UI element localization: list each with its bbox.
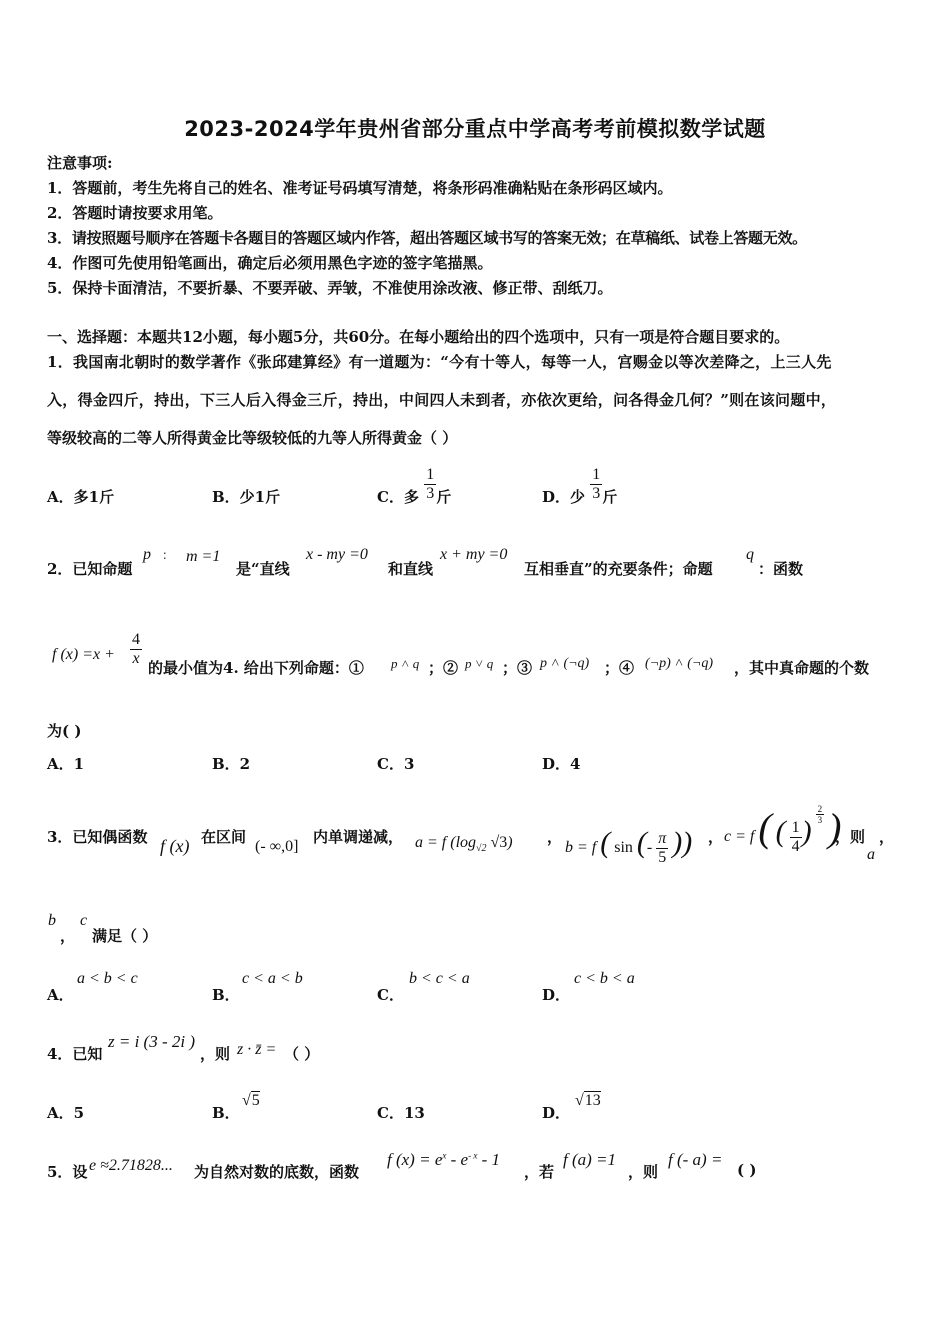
option-d[interactable] [542,465,618,507]
exponent-fraction [816,804,825,825]
math-paren: )) [672,826,693,859]
option-c[interactable]: C．13 [377,1104,425,1122]
math-text: c = f [724,828,755,845]
option-label: B． [212,986,240,1004]
notice-item: 2．答题时请按要求用笔。 [47,204,223,222]
option-c-expr: b < c < a [409,970,470,987]
question-2-text: 的最小值为4. 给出下列命题：① [148,659,364,677]
fraction [590,466,602,503]
question-2-text: ：函数 [758,560,804,578]
math-zz: z · z̄ = [237,1041,277,1058]
math-text: f (x) = e [387,1150,443,1169]
math-e-value: e ≈2.71828... [89,1157,173,1174]
denominator: 5 [658,848,667,866]
math-var-c: c [80,912,88,929]
numerator: 2 [817,804,823,814]
math-q: q [746,546,754,563]
unit: 斤 [602,488,618,506]
option-label: D．少 [542,488,586,506]
question-3-text: ， [708,828,724,846]
math-fraction [130,631,142,668]
question-5-text: ( ) [737,1161,757,1179]
option-a[interactable]: A．1 [47,755,85,773]
question-5-text: ，若 [524,1163,555,1181]
denominator: 3 [426,484,435,502]
math-paren: ( [758,805,772,850]
question-3-text: 满足（ ） [92,927,158,945]
notice-item: 1．答题前，考生先将自己的姓名、准考证号码填写清楚，将条形码准确粘贴在条形码区域内。 [47,179,673,197]
numerator: π [658,829,667,847]
option-c[interactable] [377,465,452,507]
math-paren: ) [828,805,842,850]
question-5-text: ，则 [628,1163,659,1181]
math-fa: f (a) =1 [563,1150,617,1169]
math-interval: (- ∞,0] [255,838,299,855]
denominator: x [132,650,140,667]
question-5-text: 为自然对数的底数，函数 [194,1163,360,1181]
math-fx: f (x) =x + [52,646,115,663]
option-c[interactable] [377,984,404,1005]
option-b[interactable] [212,984,240,1005]
fraction [656,830,668,867]
math-sqrt: √3 [490,834,508,851]
math-text: b = f [565,839,597,856]
question-2-prefix: 2．已知命题 [47,560,133,578]
math-paren: ( [636,826,647,859]
numerator: 1 [592,465,601,483]
option-d[interactable]: D．4 [542,755,581,773]
question-2-text: 是“直线 [236,560,290,578]
math-choice-2: p ˅ q [465,656,494,671]
option-b[interactable]: B．少1斤 [212,488,281,506]
math-paren: ( [775,815,786,848]
question-4-text: （ ） [284,1045,320,1063]
option-a[interactable]: A．多1斤 [47,488,115,506]
denominator: 3 [817,815,823,825]
question-3-text: 内单调递减， [313,828,404,846]
option-d[interactable] [542,1102,570,1123]
question-4-text: ，则 [200,1045,231,1063]
option-b-value: √5 [242,1092,260,1109]
math-fma: f (- a) = [668,1150,723,1169]
option-d[interactable] [542,984,570,1005]
notice-item: 3．请按照题号顺序在答题卡各题目的答题区域内作答，超出答题区域书写的答案无效；在草稿纸、试卷上答题无效。 [47,229,807,247]
option-label: A． [47,986,74,1004]
notice-item: 4．作图可先使用铅笔画出，确定后必须用黑色字迹的签字笔描黑。 [47,254,493,272]
math-choice-4: (¬p) ˄ (¬q) [645,656,713,671]
page-title: 2023-2024学年贵州省部分重点中学高考考前模拟数学试题 [184,117,766,141]
question-2-text: ；② [428,659,459,677]
sqrt-radicand: 13 [584,1092,601,1109]
question-2-text: ；④ [604,659,635,677]
question-2-line: 为( ) [47,722,82,740]
question-3-text: ， [879,828,895,846]
option-label: C．多 [377,488,419,506]
exponent: x [442,1150,447,1161]
question-3-text: ， [547,828,563,846]
option-label: B． [212,1104,240,1122]
question-2-text: ，其中真命题的个数 [734,659,870,677]
section-heading: 一、选择题：本题共12小题，每小题5分，共60分。在每小题给出的四个选项中，只有一项是符合题目要求的。 [47,328,790,346]
math-p: p [143,546,151,563]
math-colon: ： [162,548,175,562]
option-a-expr: a < b < c [77,970,138,987]
option-d-expr: c < b < a [574,970,635,987]
math-b-expr: b = f ( sin (- $\frac{\pi}{5}$ )) [565,826,693,866]
math-line-b: x + my =0 [440,546,508,563]
option-b[interactable] [212,1102,240,1123]
math-text: - e [450,1150,469,1169]
option-label: D． [542,1104,571,1122]
math-f-expr [387,1150,500,1170]
math-text: sin [614,839,633,856]
question-2-text: 互相垂直”的充要条件；命题 [524,560,713,578]
option-a[interactable]: A．5 [47,1104,85,1122]
notice-heading: 注意事项: [47,154,113,172]
math-var-b: b [48,912,56,929]
sqrt-radicand: 5 [251,1092,260,1109]
math-a-expr [415,834,513,854]
question-2-text: ；③ [502,659,533,677]
exponent: - x [468,1150,478,1161]
question-1-line: 等级较高的二等人所得黄金比等级较低的九等人所得黄金（ ） [47,429,458,447]
option-label: C． [377,986,404,1004]
question-3-text: 在区间 [201,828,247,846]
math-subscript: √2 [476,843,487,855]
math-choice-1: p ˄ q [391,656,420,671]
fraction [790,819,802,856]
question-1-line: 入，得金四斤，持出，下三人后入得金三斤，持出，中间四人未到者，亦依次更给，问各得金几何？”则在该问题中， [47,391,837,409]
math-choice-3: p ˄ (¬q) [540,656,590,671]
math-paren: ) [801,815,812,848]
question-3-text: ， [60,927,76,945]
denominator: 4 [791,837,800,855]
notice-item: 5．保持卡面清洁，不要折暴、不要弄破、弄皱，不准使用涂改液、修正带、刮纸刀。 [47,279,613,297]
math-text: a = f (log [415,834,477,851]
question-3-text: ，则 [835,828,866,846]
question-5-prefix: 5．设 [47,1163,88,1181]
numerator: 4 [132,631,140,648]
question-2-text: 和直线 [388,560,434,578]
math-text: - 1 [481,1150,500,1169]
option-b[interactable]: B．2 [212,755,251,773]
math-z-expr: z = i (3 - 2i ) [108,1032,196,1051]
math-text: ) [507,834,513,851]
question-3-prefix: 3．已知偶函数 [47,828,148,846]
denominator: 3 [592,484,601,502]
math-m-equals-1: m =1 [186,548,221,565]
option-c[interactable]: C．3 [377,755,415,773]
option-a[interactable] [47,984,74,1005]
numerator: 1 [426,465,435,483]
option-d-value: √13 [575,1092,601,1109]
numerator: 1 [791,818,800,836]
option-label: D． [542,986,571,1004]
unit: 斤 [436,488,452,506]
math-c-expr [724,804,842,856]
math-var-a: a [867,846,875,863]
option-b-expr: c < a < b [242,970,303,987]
math-paren: ( [600,826,611,859]
question-4-prefix: 4．已知 [47,1045,103,1063]
fraction [424,466,436,503]
math-fx: f (x) [160,836,190,856]
math-line-a: x - my =0 [306,546,368,563]
question-1-line: 1．我国南北朝时的数学著作《张邱建算经》有一道题为：“今有十等人，每等一人，宫赐金以等次差降之，上三人先 [47,353,832,371]
